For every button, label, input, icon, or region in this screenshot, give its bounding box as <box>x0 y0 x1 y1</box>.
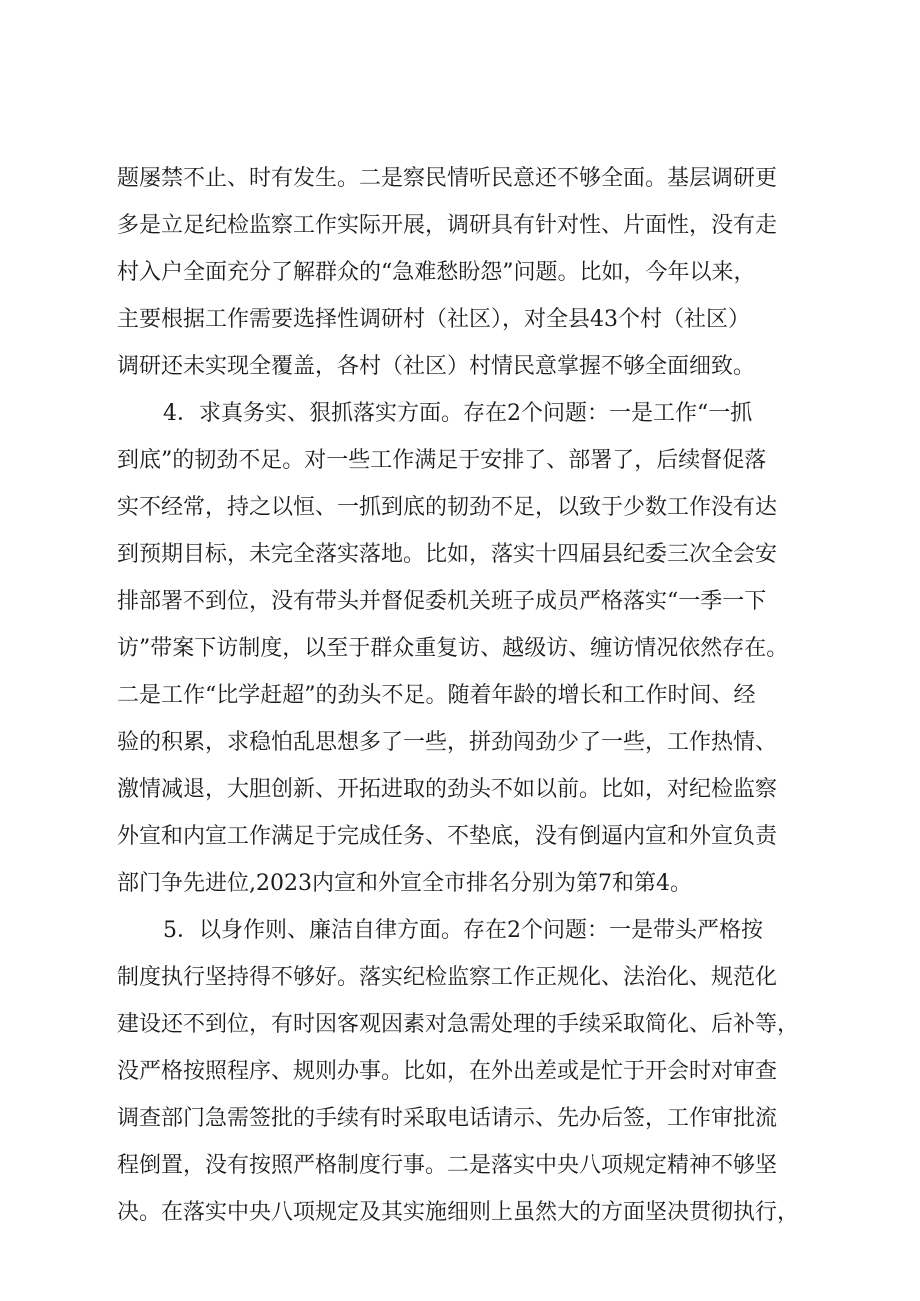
text-line: 排部署不到位，没有带头并督促委机关班子成员严格落实“一季一下 <box>117 589 767 614</box>
text-line: 访”带案下访制度，以至于群众重复访、越级访、缠访情况依然存在。 <box>117 636 789 661</box>
text-line: 没严格按照程序、规则办事。比如，在外出差或是忙于开会时对审查 <box>117 1059 778 1084</box>
text-line: 调查部门急需签批的手续有时采取电话请示、先办后签，工作审批流 <box>117 1106 778 1131</box>
text-line: 制度执行坚持得不够好。落实纪检监察工作正规化、法治化、规范化 <box>117 965 778 990</box>
text-line: 主要根据工作需要选择性调研村（社区），对全县43个村（社区） <box>117 307 750 332</box>
text-line: 到底”的韧劲不足。对一些工作满足于安排了、部署了，后续督促落 <box>117 448 767 473</box>
text-line: 部门争先进位,2023内宣和外宣全市排名分别为第7和第4。 <box>117 871 692 896</box>
text-line: 外宣和内宣工作满足于完成任务、不垫底，没有倒逼内宣和外宣负责 <box>117 824 778 849</box>
text-line: 程倒置，没有按照严格制度行事。二是落实中央八项规定精神不够坚 <box>117 1153 778 1178</box>
text-line: 建设还不到位，有时因客观因素对急需处理的手续采取简化、后补等， <box>117 1012 800 1037</box>
text-line: 验的积累，求稳怕乱思想多了一些，拼劲闯劲少了一些，工作热情、 <box>117 730 778 755</box>
text-line: 到预期目标，未完全落实落地。比如，落实十四届县纪委三次全会安 <box>117 542 778 567</box>
text-line: 多是立足纪检监察工作实际开展，调研具有针对性、片面性，没有走 <box>117 213 778 238</box>
text-line: 二是工作“比学赶超”的劲头不足。随着年龄的增长和工作时间、经 <box>117 683 756 708</box>
text-line: 调研还未实现全覆盖，各村（社区）村情民意掌握不够全面细致。 <box>117 354 756 379</box>
text-line: 决。在落实中央八项规定及其实施细则上虽然大的方面坚决贯彻执行， <box>117 1200 800 1225</box>
text-line: 激情减退，大胆创新、开拓进取的劲头不如以前。比如，对纪检监察 <box>117 777 778 802</box>
text-line: 实不经常，持之以恒、一抓到底的韧劲不足，以致于少数工作没有达 <box>117 495 778 520</box>
paragraph-5-heading: 5．以身作则、廉洁自律方面。存在2个问题：一是带头严格按 <box>163 918 763 943</box>
paragraph-4-heading: 4．求真务实、狠抓落实方面。存在2个问题：一是工作“一抓 <box>163 401 753 426</box>
text-line: 题屡禁不止、时有发生。二是察民情听民意还不够全面。基层调研更 <box>117 166 778 191</box>
text-line: 村入户全面充分了解群众的“急难愁盼怨”问题。比如，今年以来， <box>117 260 756 285</box>
